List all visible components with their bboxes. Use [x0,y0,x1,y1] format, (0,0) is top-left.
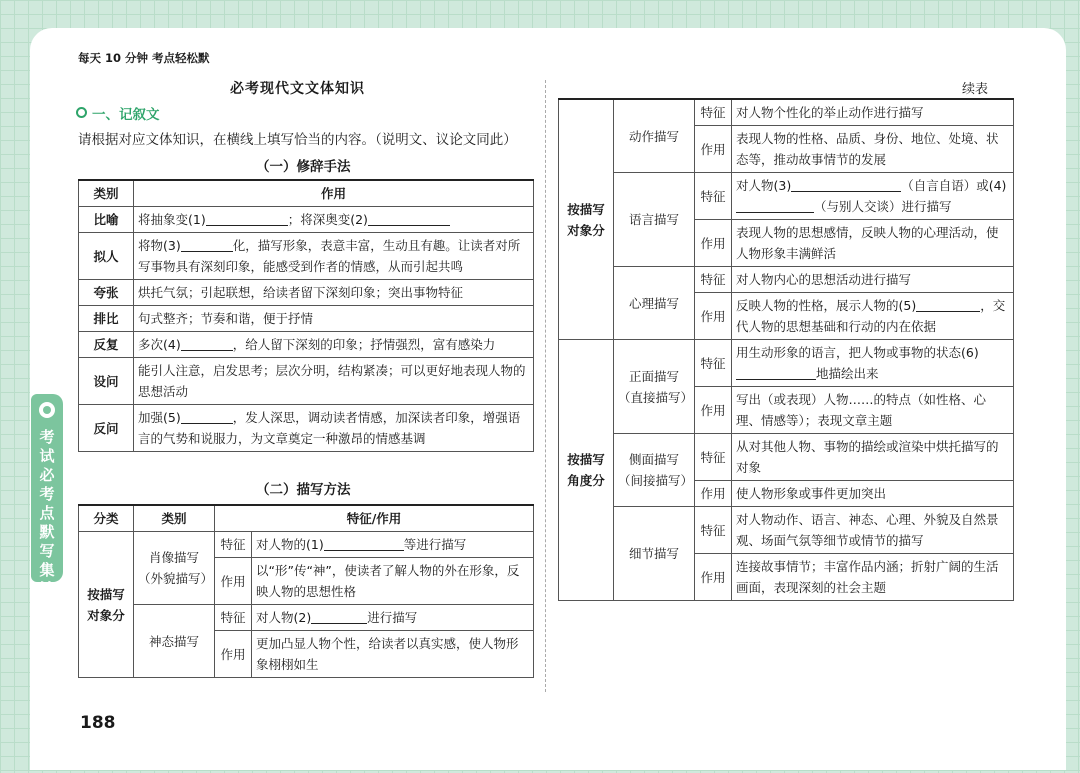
group-label: 按描写对象分 [559,99,614,340]
table-row [79,280,534,306]
section-label: 一、记叙文 [92,107,160,123]
description-table-right [558,98,1014,601]
leaf-icon [39,402,55,418]
fill-blank[interactable] [736,198,814,213]
row-text [134,405,534,452]
row-category: 侧面描写（间接描写） [614,434,695,507]
function-label: 作用 [215,558,252,605]
table-row [79,358,534,405]
row-text [134,332,534,358]
row-text: 更加凸显人物个性，给读者以真实感，使人物形象栩栩如生 [252,631,534,678]
row-category: 设问 [79,358,134,405]
page-divider [545,80,546,692]
fill-blank[interactable] [311,609,367,624]
row-category: 比喻 [79,207,134,233]
row-text: 连接故事情节；丰富作品内涵；折射广阔的生活画面，表现深刻的社会主题 [732,554,1014,601]
table-row [79,207,534,233]
feature-label: 特征 [695,173,732,220]
text-part: 地描绘出来 [816,366,879,381]
rhetoric-subtitle: （一）修辞手法 [256,159,351,175]
table-row [559,267,1014,293]
function-label: 作用 [695,387,732,434]
feature-label: 特征 [695,507,732,554]
description-table-left [78,504,534,678]
group-label: 按描写对象分 [79,532,134,678]
text-part: ，交代人物的思想基础和行动的内在依据 [736,298,1006,334]
fill-blank[interactable] [324,536,404,551]
table-row [559,507,1014,554]
row-category: 排比 [79,306,134,332]
row-text [732,173,1014,220]
row-category: 拟人 [79,233,134,280]
row-text: 能引人注意，启发思考；层次分明，结构紧凑；可以更好地表现人物的思想活动 [134,358,534,405]
function-label: 作用 [215,631,252,678]
function-label: 作用 [695,481,732,507]
text-part: ，给人留下深刻的印象；抒情强烈，富有感染力 [232,337,496,352]
fill-blank[interactable] [181,237,233,252]
table-row [559,434,1014,481]
table-row [79,306,534,332]
text-part: 将抽象变(1) [138,212,206,227]
row-text [732,293,1014,340]
function-label: 作用 [695,293,732,340]
text-part: 用生动形象的语言，把人物或事物的状态(6) [736,345,979,360]
row-text [252,532,534,558]
row-text [732,340,1014,387]
text-part: 对人物的(1) [256,537,324,552]
fill-blank[interactable] [368,211,450,226]
text-part: 加强(5) [138,410,181,425]
row-text: 表现人物的思想感情，反映人物的心理活动，使人物形象丰满鲜活 [732,220,1014,267]
text-part: 进行描写 [367,610,418,625]
row-category: 动作描写 [614,99,695,173]
function-label: 作用 [695,126,732,173]
text-part: （与别人交谈）进行描写 [814,199,952,214]
side-tab-text: 考试必考点默写集锦 [39,428,55,598]
feature-label: 特征 [695,434,732,481]
row-category: 正面描写（直接描写） [614,340,695,434]
table-row [79,332,534,358]
row-text: 从对其他人物、事物的描绘或渲染中烘托描写的对象 [732,434,1014,481]
row-text: 对人物个性化的举止动作进行描写 [732,99,1014,126]
row-category: 语言描写 [614,173,695,267]
fill-blank[interactable] [736,365,816,380]
table-row [79,532,534,558]
row-category: 反问 [79,405,134,452]
row-text: 使人物形象或事件更加突出 [732,481,1014,507]
feature-label: 特征 [695,267,732,293]
row-text: 对人物动作、语言、神态、心理、外貌及自然景观、场面气氛等细节或情节的描写 [732,507,1014,554]
description-subtitle: （二）描写方法 [256,482,351,498]
table-row [559,99,1014,126]
table-row [79,233,534,280]
fill-blank[interactable] [181,336,233,351]
feature-label: 特征 [215,605,252,631]
page-header: 每天 10 分钟 考点轻松默 [78,51,210,65]
fill-blank[interactable] [916,297,980,312]
row-text [134,207,534,233]
col-header-category: 类别 [134,505,215,532]
text-part: 多次(4) [138,337,181,352]
table-row [559,340,1014,387]
function-label: 作用 [695,554,732,601]
feature-label: 特征 [215,532,252,558]
fill-blank[interactable] [791,177,901,192]
table-row [559,173,1014,220]
text-part: 对人物(3) [736,178,792,193]
row-text: 对人物内心的思想活动进行描写 [732,267,1014,293]
col-header-group: 分类 [79,505,134,532]
circle-bullet-icon [76,107,87,118]
row-category: 夸张 [79,280,134,306]
text-part: 反映人物的性格，展示人物的(5) [736,298,917,313]
text-part: 化，描写形象，表意丰富，生动且有趣。让读者对所写事物具有深刻印象，能感受到作者的情感，从而引起共鸣 [138,238,521,274]
row-text: 写出（或表现）人物……的特点（如性格、心理、情感等）；表现文章主题 [732,387,1014,434]
row-text [252,605,534,631]
function-label: 作用 [695,220,732,267]
table-row [79,605,534,631]
row-text: 句式整齐；节奏和谐，便于抒情 [134,306,534,332]
rhetoric-table [78,179,534,452]
text-part: 将物(3) [138,238,181,253]
page-title: 必考现代文文体知识 [230,81,365,97]
row-category: 肖像描写（外貌描写） [134,532,215,605]
page-number: 188 [80,713,116,733]
row-category: 心理描写 [614,267,695,340]
row-category: 神态描写 [134,605,215,678]
section-heading [76,103,160,123]
row-text: 以“形”传“神”，使读者了解人物的外在形象，反映人物的思想性格 [252,558,534,605]
row-category: 反复 [79,332,134,358]
feature-label: 特征 [695,99,732,126]
row-text [134,233,534,280]
instruction: 请根据对应文体知识，在横线上填写恰当的内容。（说明文、议论文同此） [78,132,517,148]
row-text: 表现人物的性格、品质、身份、地位、处境、状态等，推动故事情节的发展 [732,126,1014,173]
row-category: 细节描写 [614,507,695,601]
text-part: ；将深奥变(2) [287,212,368,227]
table-row [79,405,534,452]
text-part: （自言自语）或(4) [901,178,1007,193]
text-part: ，发人深思，调动读者情感，加深读者印象，增强语言的气势和说服力，为文章奠定一种激昂的情感基调 [138,410,521,446]
fill-blank[interactable] [181,409,233,424]
fill-blank[interactable] [206,211,288,226]
row-text: 烘托气氛；引起联想，给读者留下深刻印象；突出事物特征 [134,280,534,306]
feature-label: 特征 [695,340,732,387]
col-header-category: 类别 [79,180,134,207]
group-label: 按描写角度分 [559,340,614,601]
text-part: 对人物(2) [256,610,312,625]
side-tab [31,394,63,598]
col-header-feature: 特征/作用 [215,505,534,532]
continued-label: 续表 [962,82,989,97]
col-header-function: 作用 [134,180,534,207]
text-part: 等进行描写 [403,537,467,552]
